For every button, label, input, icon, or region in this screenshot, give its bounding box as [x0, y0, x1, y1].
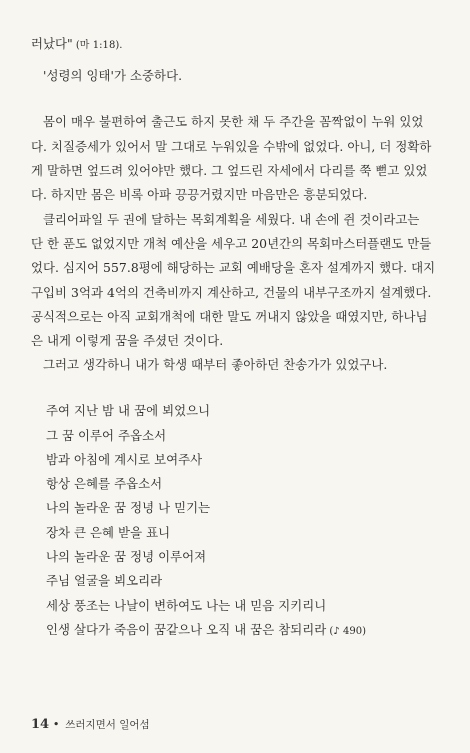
paragraph-1-line: 다. 치질증세가 있어서 말 그대로 누워있을 수밖에 없었다. 아니, 더 정확하	[31, 139, 432, 154]
hymn-line: 밤과 아침에 계시로 보여주사	[46, 452, 203, 467]
hymn-line: 장차 큰 은혜 받을 표니	[46, 525, 171, 540]
scripture-reference: (마 1:18).	[75, 40, 123, 51]
quote-end-text: 러났다"	[31, 36, 73, 51]
hymn-line: 나의 놀라운 꿈 정녕 이루어져	[46, 549, 207, 564]
text-line	[31, 36, 123, 54]
paragraph-2-line: 단 한 푼도 없었지만 개척 예산을 세우고 20년간의 목회마스터플랜도 만들	[31, 236, 432, 251]
page-footer	[31, 717, 150, 732]
hymn-line	[46, 622, 366, 640]
footer-separator: •	[52, 717, 60, 731]
hymn-line: 주여 지난 밤 내 꿈에 뵈었으니	[46, 403, 211, 418]
hymn-line: 나의 놀라운 꿈 정녕 나 믿기는	[46, 500, 211, 515]
hymn-line: 항상 은혜를 주옵소서	[46, 476, 163, 491]
hymn-final-lyric: 인생 살다가 죽음이 꿈같으나 오직 내 꿈은 참되리라	[46, 622, 327, 637]
hymn-line: 세상 풍조는 나날이 변하여도 나는 내 믿음 지키리니	[46, 598, 327, 613]
paragraph-2-line: 구입비 3억과 4억의 건축비까지 계산하고, 건물의 내부구조까지 설계했다.	[31, 285, 432, 300]
paragraph-2-line: 클리어파일 두 권에 달하는 목회계획을 세웠다. 내 손에 쥔 것이라고는	[43, 212, 420, 227]
hymn-line: 주님 얼굴을 뵈오리라	[46, 573, 163, 588]
hymn-line: 그 꿈 이루어 주옵소서	[46, 428, 167, 443]
paragraph-1-line: 다. 하지만 몸은 비록 아파 끙끙거렸지만 마음만은 흥분되었다.	[31, 187, 368, 202]
paragraph-3-line: 그러고 생각하니 내가 학생 때부터 좋아하던 찬송가가 있었구나.	[43, 357, 388, 372]
paragraph-1-line: 게 말하면 엎드려 있어야만 했다. 그 엎드린 자세에서 다리를 쭉 뻗고 있었	[31, 163, 428, 178]
paragraph-1-line: 몸이 매우 불편하여 출근도 하지 못한 채 두 주간을 꼼짝없이 누워 있었	[43, 114, 424, 129]
paragraph-2-line: 은 내게 이렇게 꿈을 주셨던 것이다.	[31, 333, 224, 348]
paragraph-2-line: 공식적으로는 아직 교회개척에 대한 말도 꺼내지 않았을 때였지만, 하나님	[31, 309, 428, 324]
text-line	[43, 68, 182, 84]
emphasis-line: '성령의 잉태'가 소중하다.	[43, 68, 183, 83]
page-number: 14	[31, 717, 50, 732]
paragraph-2-line: 었다. 심지어 557.8평에 해당하는 교회 예배당을 혼자 설계까지 했다. 대지	[31, 260, 436, 275]
hymn-number-reference: (♪ 490)	[329, 626, 367, 637]
book-title: 쓰러지면서 일어섬	[65, 719, 150, 731]
